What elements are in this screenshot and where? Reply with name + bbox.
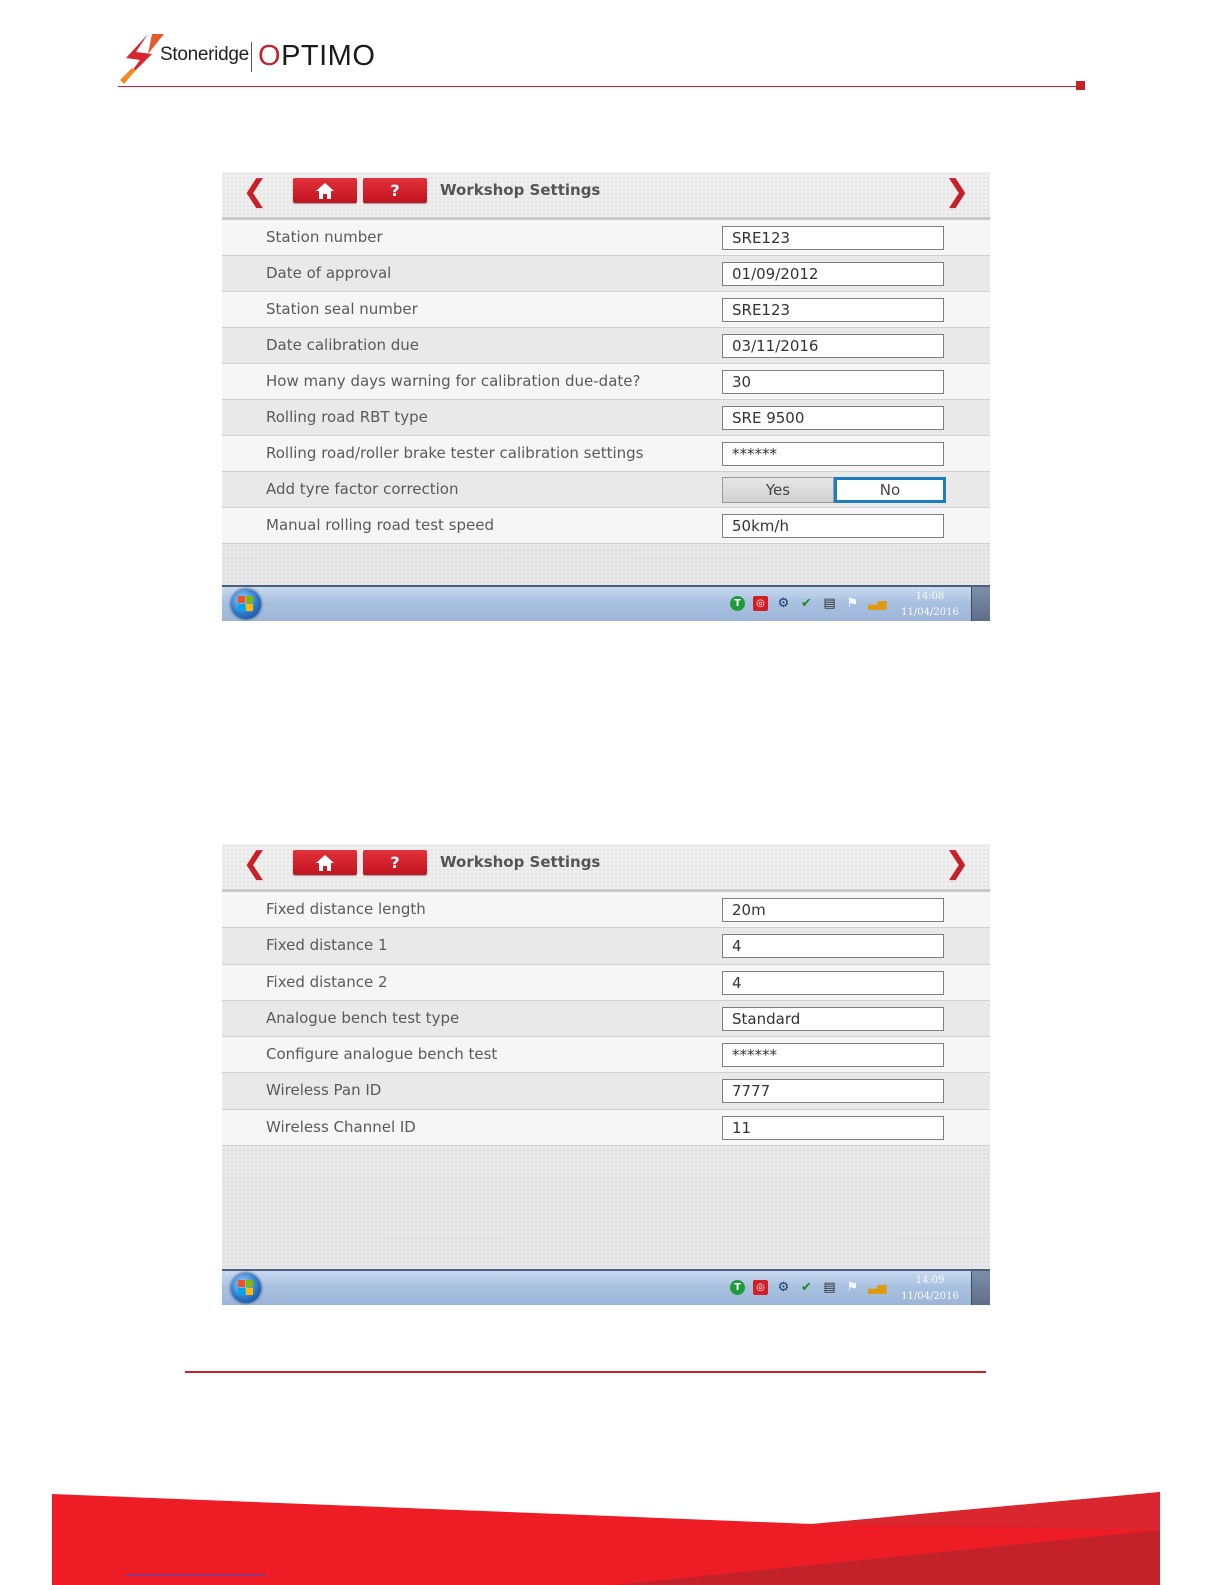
network-icon[interactable]: ⚙ [777, 596, 790, 611]
bench-test-type-field[interactable]: Standard [722, 1007, 944, 1031]
home-icon [315, 182, 335, 200]
settings-row[interactable] [222, 256, 990, 292]
footer-red-band [52, 1490, 1160, 1585]
help-button[interactable] [363, 178, 427, 203]
fixed-distance-1-field[interactable]: 4 [722, 934, 944, 958]
fixed-distance-length-field[interactable]: 20m [722, 898, 944, 922]
usb-device-icon[interactable]: ▤ [823, 596, 836, 611]
settings-row[interactable] [222, 1073, 990, 1109]
windows-start-icon[interactable] [231, 1273, 261, 1303]
row-label: Station seal number [266, 300, 418, 318]
tacho-t-icon[interactable]: T [730, 1280, 745, 1295]
settings-row[interactable] [222, 1037, 990, 1073]
settings-row[interactable] [222, 1001, 990, 1037]
footer-link[interactable] [125, 1574, 265, 1575]
action-center-flag-icon[interactable]: ⚑ [846, 1280, 859, 1295]
date-calibration-due-field[interactable]: 03/11/2016 [722, 334, 944, 358]
wireless-channel-id-field[interactable]: 11 [722, 1116, 944, 1140]
tyre-factor-toggle [722, 477, 946, 503]
show-desktop-button[interactable] [971, 587, 990, 621]
row-label: Configure analogue bench test [266, 1045, 498, 1064]
clock-date: 11/04/2016 [901, 1291, 959, 1302]
date-of-approval-field[interactable]: 01/09/2012 [722, 262, 944, 286]
row-label: Station number [266, 228, 383, 246]
settings-row[interactable] [222, 328, 990, 364]
no-option[interactable]: No [834, 477, 946, 503]
chevron-right-icon[interactable]: ❯ [944, 174, 970, 209]
action-center-flag-icon[interactable]: ⚑ [846, 596, 859, 611]
station-seal-number-field[interactable]: SRE123 [722, 298, 944, 322]
tacho-t-icon[interactable]: T [730, 596, 745, 611]
settings-row[interactable] [222, 400, 990, 436]
row-label: Date of approval [266, 264, 392, 282]
product-name: OPTIMO [258, 40, 376, 72]
row-label: Wireless Channel ID [266, 1117, 416, 1136]
show-desktop-button[interactable] [971, 1271, 990, 1305]
header-rule-end-marker [1076, 81, 1085, 90]
red-device-icon[interactable]: ◎ [753, 596, 768, 611]
windows-start-icon[interactable] [231, 589, 261, 619]
help-icon: ? [390, 181, 400, 200]
workshop-settings-screen-2 [222, 844, 990, 1305]
row-label: Date calibration due [266, 336, 420, 354]
fixed-distance-2-field[interactable]: 4 [722, 971, 944, 995]
row-label: How many days warning for calibration due-date? [266, 372, 641, 390]
row-label: Analogue bench test type [266, 1008, 460, 1027]
logo-separator [251, 42, 252, 72]
header-rule [118, 86, 1082, 87]
rbt-type-field[interactable]: SRE 9500 [722, 406, 944, 430]
help-button[interactable] [363, 850, 427, 875]
chevron-left-icon[interactable]: ❮ [242, 174, 268, 209]
clock-time: 14:08 [915, 591, 945, 602]
signal-bars-icon[interactable]: ▃▅ [868, 1280, 887, 1294]
settings-row[interactable] [222, 436, 990, 472]
wireless-pan-id-field[interactable]: 7777 [722, 1079, 944, 1103]
clock-date: 11/04/2016 [901, 607, 959, 618]
home-button[interactable] [293, 178, 357, 203]
screen-title: Workshop Settings [440, 181, 601, 199]
security-shield-icon[interactable]: ✔ [801, 1280, 812, 1295]
taskbar [222, 1269, 990, 1305]
rbt-calibration-settings-field[interactable]: ****** [722, 442, 944, 466]
settings-row[interactable] [222, 364, 990, 400]
settings-row[interactable] [222, 928, 990, 964]
row-label: Manual rolling road test speed [266, 516, 494, 534]
network-icon[interactable]: ⚙ [777, 1280, 790, 1295]
help-icon: ? [390, 853, 400, 872]
settings-list [222, 892, 990, 1146]
row-label: Rolling road/roller brake tester calibration settings [266, 444, 644, 462]
document-header [0, 0, 1225, 100]
settings-list [222, 220, 990, 544]
title-bar [222, 844, 990, 884]
brand-name: Stoneridge [160, 44, 249, 65]
title-bar [222, 172, 990, 212]
signal-bars-icon[interactable]: ▃▅ [868, 596, 887, 610]
row-label: Fixed distance 1 [266, 936, 388, 955]
warning-days-field[interactable]: 30 [722, 370, 944, 394]
settings-row [222, 472, 990, 508]
yes-option[interactable]: Yes [722, 477, 834, 503]
settings-row[interactable] [222, 892, 990, 928]
chevron-left-icon[interactable]: ❮ [242, 846, 268, 881]
security-shield-icon[interactable]: ✔ [801, 596, 812, 611]
configure-bench-test-field[interactable]: ****** [722, 1043, 944, 1067]
red-device-icon[interactable]: ◎ [753, 1280, 768, 1295]
row-label: Wireless Pan ID [266, 1081, 382, 1100]
row-label: Fixed distance 2 [266, 972, 388, 991]
stoneridge-optimo-logo [118, 30, 378, 86]
taskbar [222, 585, 990, 621]
settings-row[interactable] [222, 1110, 990, 1146]
settings-row[interactable] [222, 508, 990, 544]
usb-device-icon[interactable]: ▤ [823, 1280, 836, 1295]
test-speed-field[interactable]: 50km/h [722, 514, 944, 538]
clock[interactable] [890, 589, 970, 621]
settings-row[interactable] [222, 220, 990, 256]
clock-time: 14:09 [915, 1275, 945, 1286]
chevron-right-icon[interactable]: ❯ [944, 846, 970, 881]
home-button[interactable] [293, 850, 357, 875]
station-number-field[interactable]: SRE123 [722, 226, 944, 250]
row-label: Add tyre factor correction [266, 480, 459, 498]
row-label: Fixed distance length [266, 900, 426, 918]
workshop-settings-screen-1 [222, 172, 990, 621]
home-icon [315, 854, 335, 872]
footer-rule [185, 1371, 986, 1373]
settings-row[interactable] [222, 965, 990, 1001]
clock[interactable] [890, 1273, 970, 1305]
settings-row[interactable] [222, 292, 990, 328]
screen-title: Workshop Settings [440, 853, 601, 871]
row-label: Rolling road RBT type [266, 408, 428, 426]
